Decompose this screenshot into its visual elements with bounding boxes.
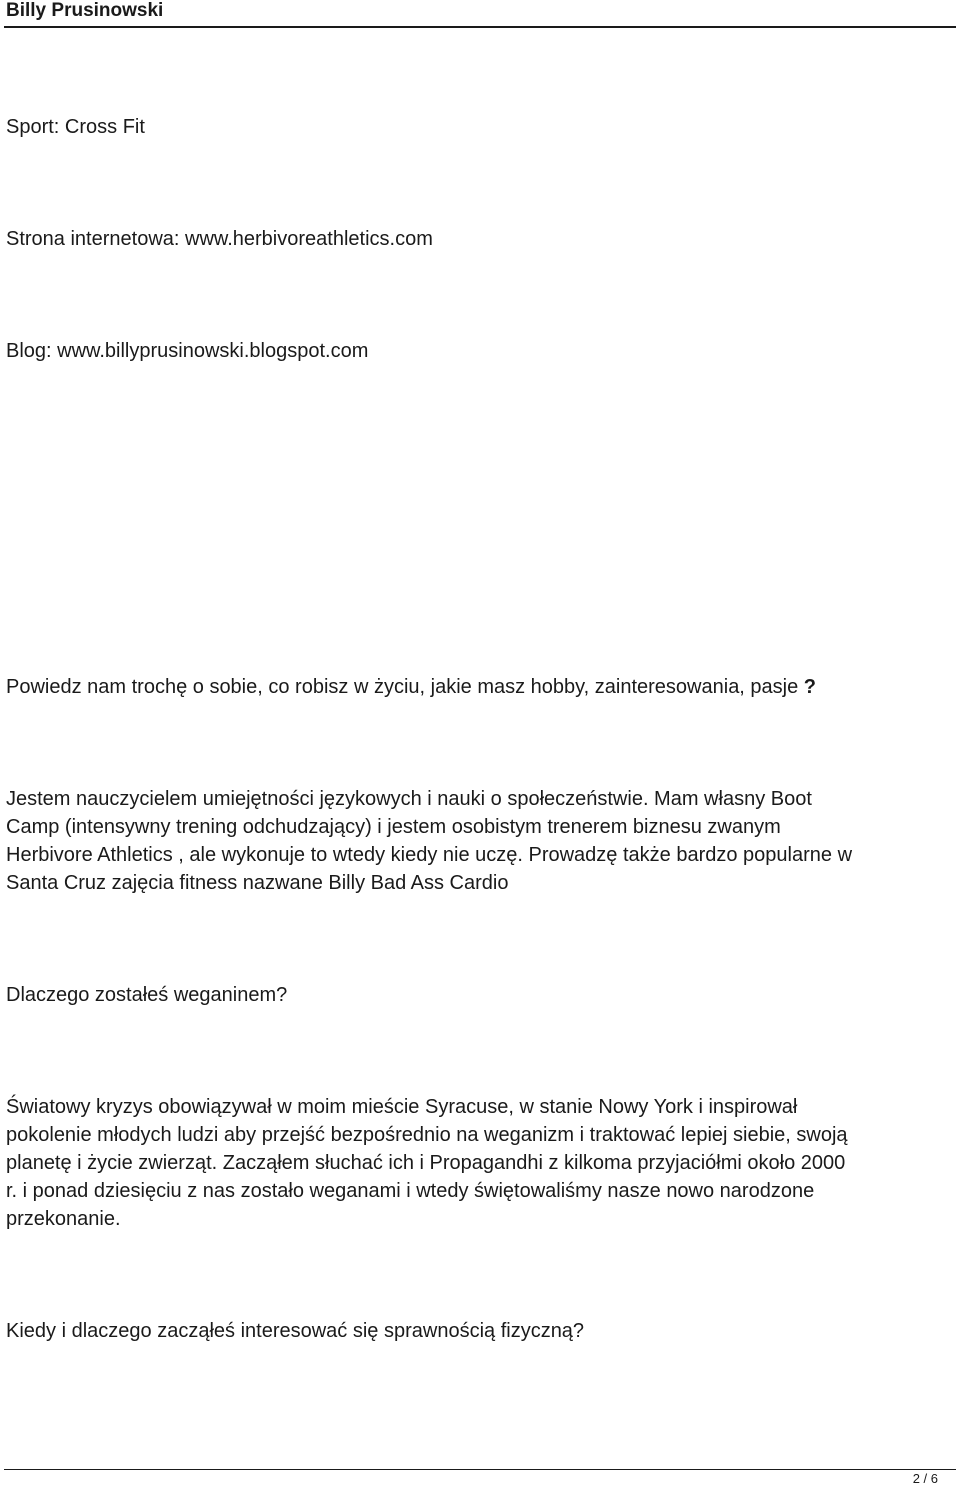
answer-about-yourself-line-4: Santa Cruz zajęcia fitness nazwane Billy Bad Ass Cardio: [6, 872, 509, 894]
question-about-yourself: [6, 673, 816, 701]
question-mark: ?: [803, 676, 817, 698]
header-divider: [4, 26, 956, 28]
footer-divider: [4, 1469, 956, 1470]
sport-field: Sport: Cross Fit: [6, 116, 145, 138]
blog-field: Blog: www.billyprusinowski.blogspot.com: [6, 340, 369, 362]
answer-about-yourself-line-1: Jestem nauczycielem umiejętności językowych i nauki o społeczeństwie. Mam własny Boot: [6, 788, 812, 810]
answer-why-vegan-line-4: r. i ponad dziesięciu z nas zostało weganami i wtedy świętowaliśmy nasze nowo narodzone: [6, 1180, 815, 1202]
answer-about-yourself-line-2: Camp (intensywny trening odchudzający) i jestem osobistym trenerem biznesu zwanym: [6, 816, 781, 838]
document-title: Billy Prusinowski: [6, 0, 164, 21]
answer-why-vegan-line-1: Światowy kryzys obowiązywał w moim mieście Syracuse, w stanie Nowy York i inspirował: [6, 1096, 798, 1118]
question-why-vegan: Dlaczego zostałeś weganinem?: [6, 984, 288, 1006]
question-fitness-interest: Kiedy i dlaczego zacząłeś interesować się sprawnością fizyczną?: [6, 1320, 585, 1342]
website-field: Strona internetowa: www.herbivoreathletics.com: [6, 228, 433, 250]
page-number: 2 / 6: [912, 1471, 938, 1486]
question-about-yourself-text: Powiedz nam trochę o sobie, co robisz w życiu, jakie masz hobby, zainteresowania, pasje: [6, 676, 804, 698]
answer-why-vegan-line-3: planetę i życie zwierząt. Zacząłem słuchać ich i Propagandhi z kilkoma przyjaciółmi około 2000: [6, 1152, 846, 1174]
answer-why-vegan-line-2: pokolenie młodych ludzi aby przejść bezpośrednio na weganizm i traktować lepiej siebie, swoją: [6, 1124, 848, 1146]
answer-about-yourself-line-3: Herbivore Athletics , ale wykonuje to wtedy kiedy nie uczę. Prowadzę także bardzo popularne w: [6, 844, 853, 866]
answer-why-vegan-line-5: przekonanie.: [6, 1208, 121, 1230]
